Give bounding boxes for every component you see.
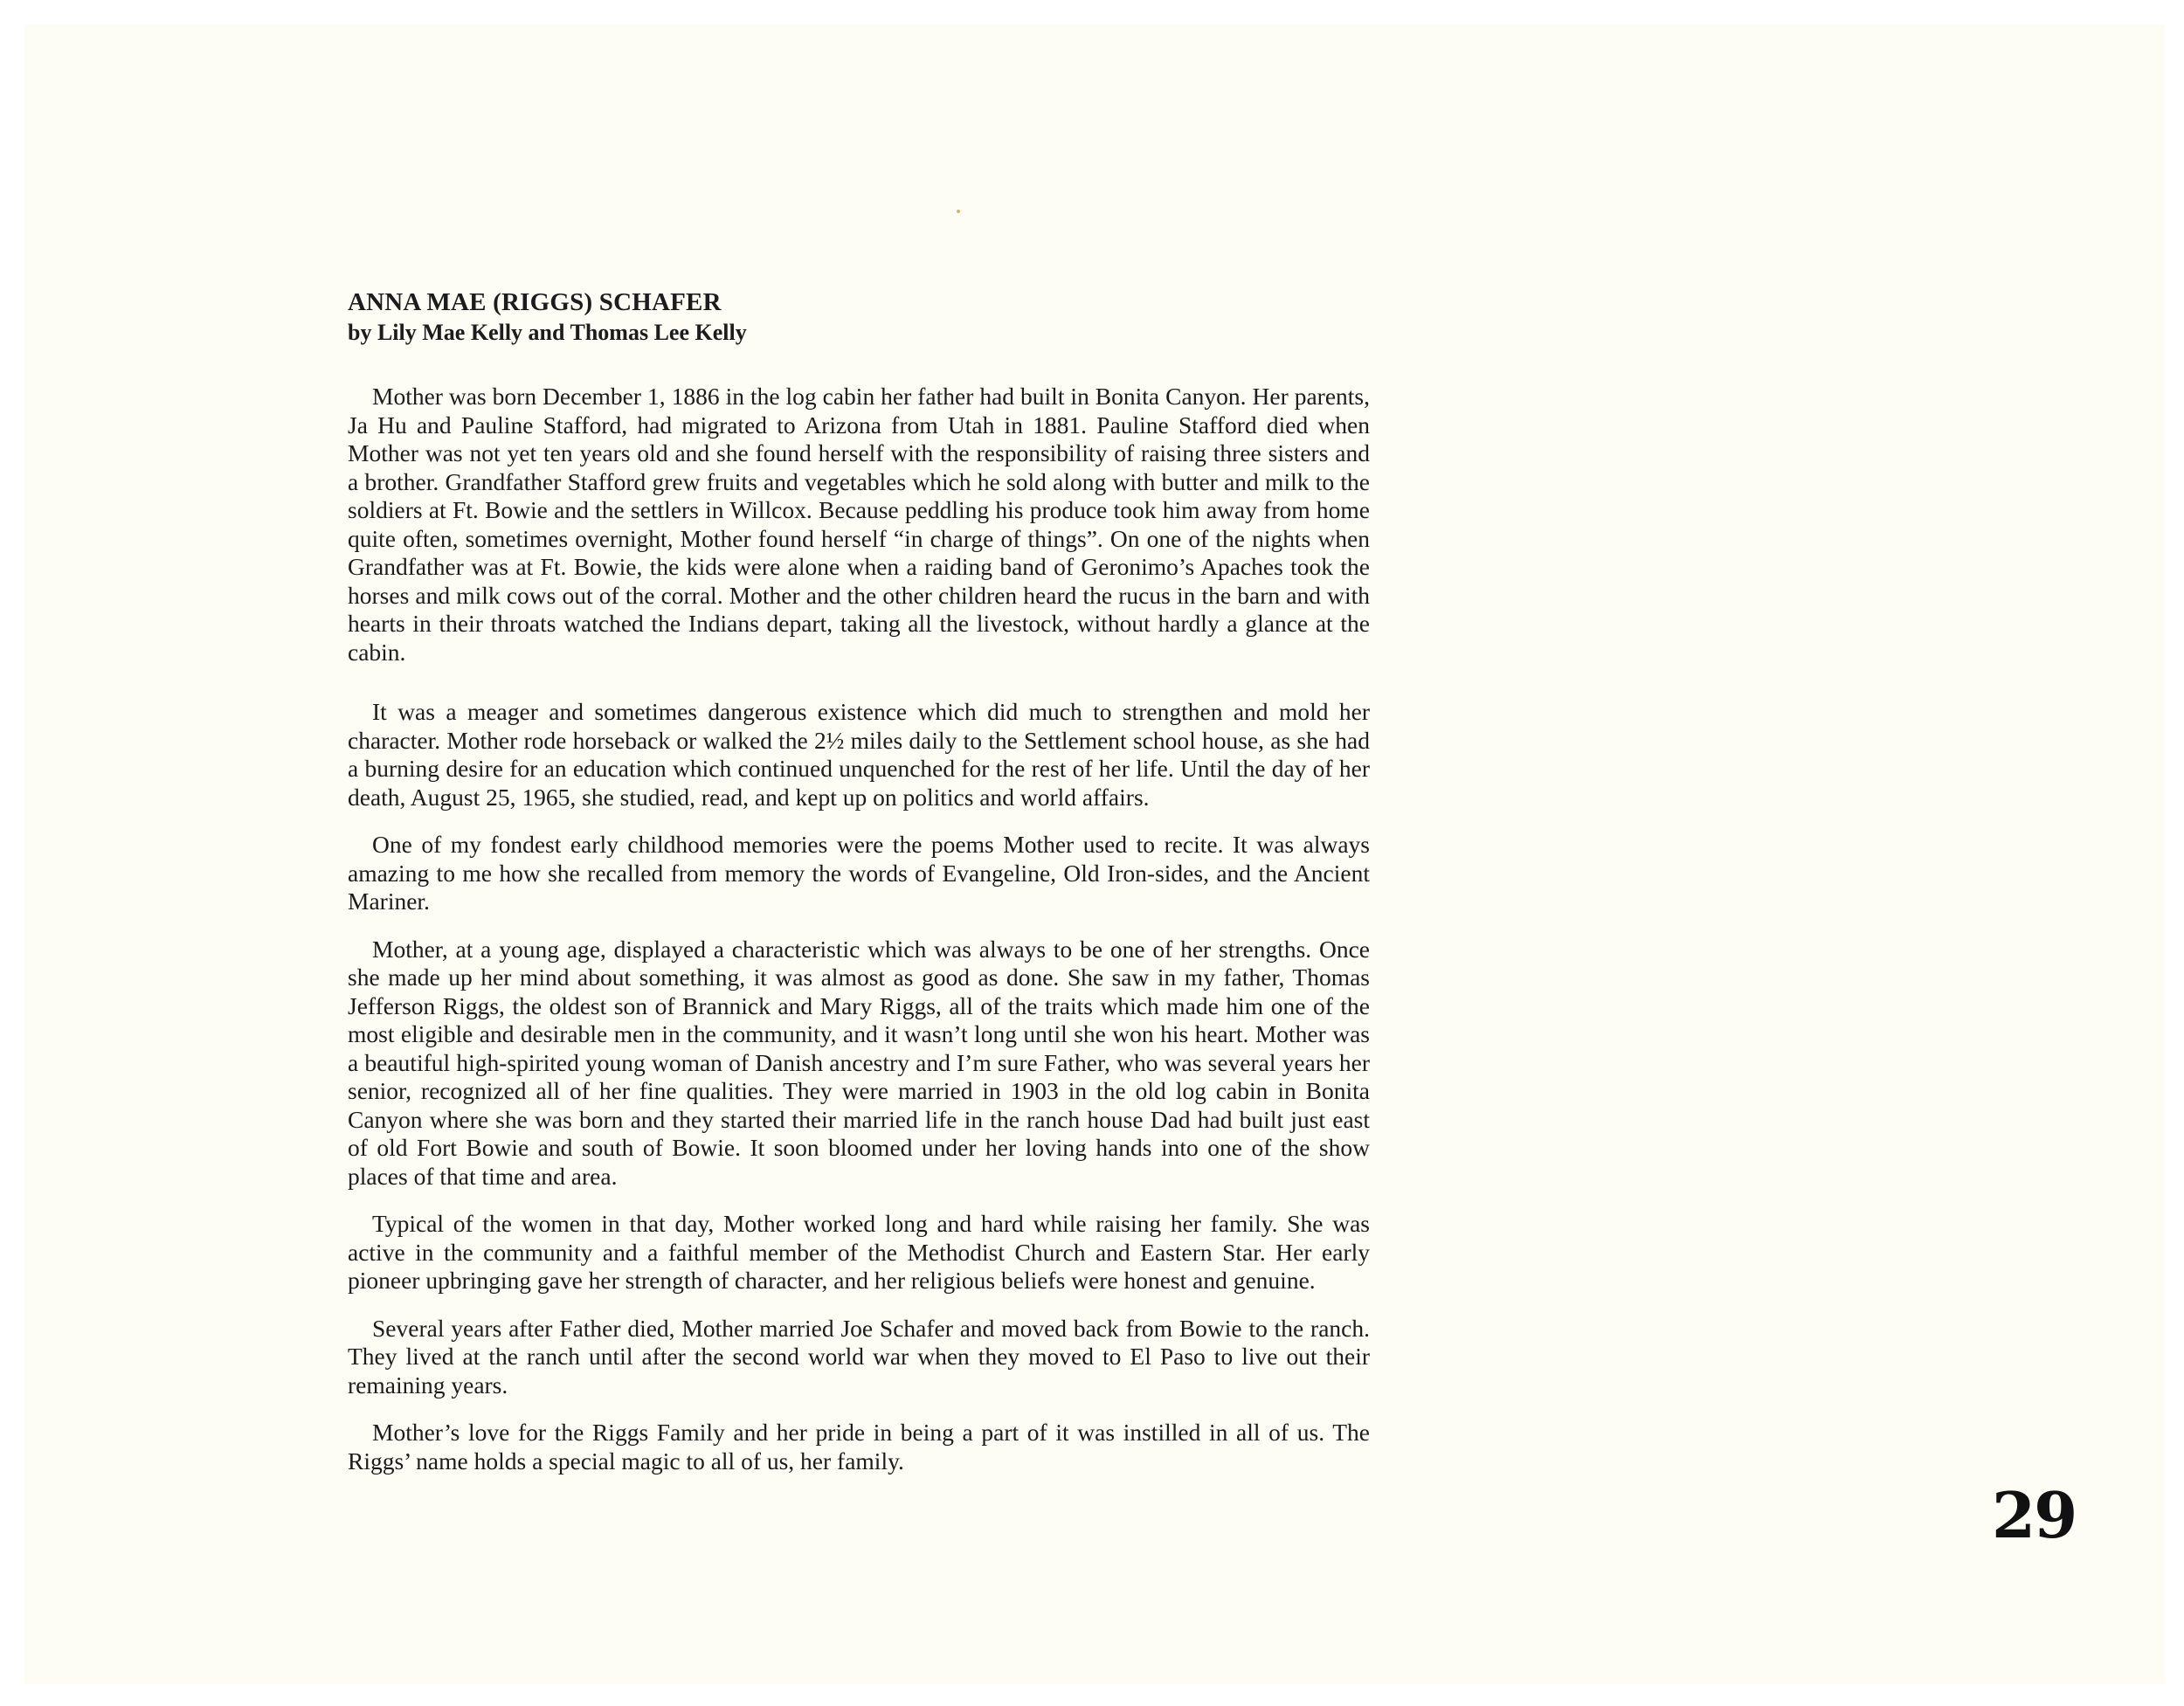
article [348, 287, 1370, 1495]
page-sheet [24, 24, 2165, 1684]
paragraph: Several years after Father died, Mother married Joe Schafer and moved back from Bowie to the ranch. They lived at the ranch until after the second world war when they moved to El Paso to live out their remaining years. [348, 1314, 1370, 1399]
article-title: ANNA MAE (RIGGS) SCHAFER [348, 288, 722, 316]
paper-speck [957, 210, 960, 213]
article-byline: by Lily Mae Kelly and Thomas Lee Kelly [348, 320, 747, 345]
paragraph: It was a meager and sometimes dangerous existence which did much to strengthen and mold her character. Mother rode horseback or walked the 2½ miles daily to the Settlement school house, as she had a burning desire for an education which continued unquenched for the rest of her life. Until the day of her death, August 25, 1965, she studied, read, and kept up on politics and world affairs. [348, 698, 1370, 811]
page-number: 29 [1992, 1478, 2077, 1552]
paragraph: Typical of the women in that day, Mother worked long and hard while raising her family. She was active in the community and a faithful member of the Methodist Church and Eastern Star. Her early pioneer upbringing gave her strength of character, and her religious beliefs were honest and genuine. [348, 1210, 1370, 1294]
paragraph: One of my fondest early childhood memories were the poems Mother used to recite. It was always amazing to me how she recalled from memory the words of Evangeline, Old Iron-sides, and the Ancient Mariner. [348, 831, 1370, 915]
paragraph: Mother, at a young age, displayed a characteristic which was always to be one of her strengths. Once she made up her mind about something, it was almost as good as done. She saw in my father, Thomas Jefferson Riggs, the oldest son of Brannick and Mary Riggs, all of the traits which made him one of the most eligible and desirable men in the community, and it wasn’t long until she won his heart. Mother was a beautiful high-spirited young woman of Danish ancestry and I’m sure Father, who was several years her senior, recognized all of her fine qualities. They were married in 1903 in the old log cabin in Bonita Canyon where she was born and they started their married life in the ranch house Dad had built just east of old Fort Bowie and south of Bowie. It soon bloomed under her loving hands into one of the show places of that time and area. [348, 935, 1370, 1190]
paragraph: Mother’s love for the Riggs Family and her pride in being a part of it was instilled in all of us. The Riggs’ name holds a special magic to all of us, her family. [348, 1419, 1370, 1475]
paragraph: Mother was born December 1, 1886 in the log cabin her father had built in Bonita Canyon. Her parents, Ja Hu and Pauline Stafford, had migrated to Arizona from Utah in 1881. Pauline Stafford died when Mother was not yet ten years old and she found herself with the responsibility of raising three sisters and a brother. Grandfather Stafford grew fruits and vegetables which he sold along with butter and milk to the soldiers at Ft. Bowie and the settlers in Willcox. Because peddling his produce took him away from home quite often, sometimes overnight, Mother found herself “in charge of things”. On one of the nights when Grandfather was at Ft. Bowie, the kids were alone when a raiding band of Geronimo’s Apaches took the horses and milk cows out of the corral. Mother and the other children heard the rucus in the barn and with hearts in their throats watched the Indians depart, taking all the livestock, without hardly a glance at the cabin. [348, 383, 1370, 666]
